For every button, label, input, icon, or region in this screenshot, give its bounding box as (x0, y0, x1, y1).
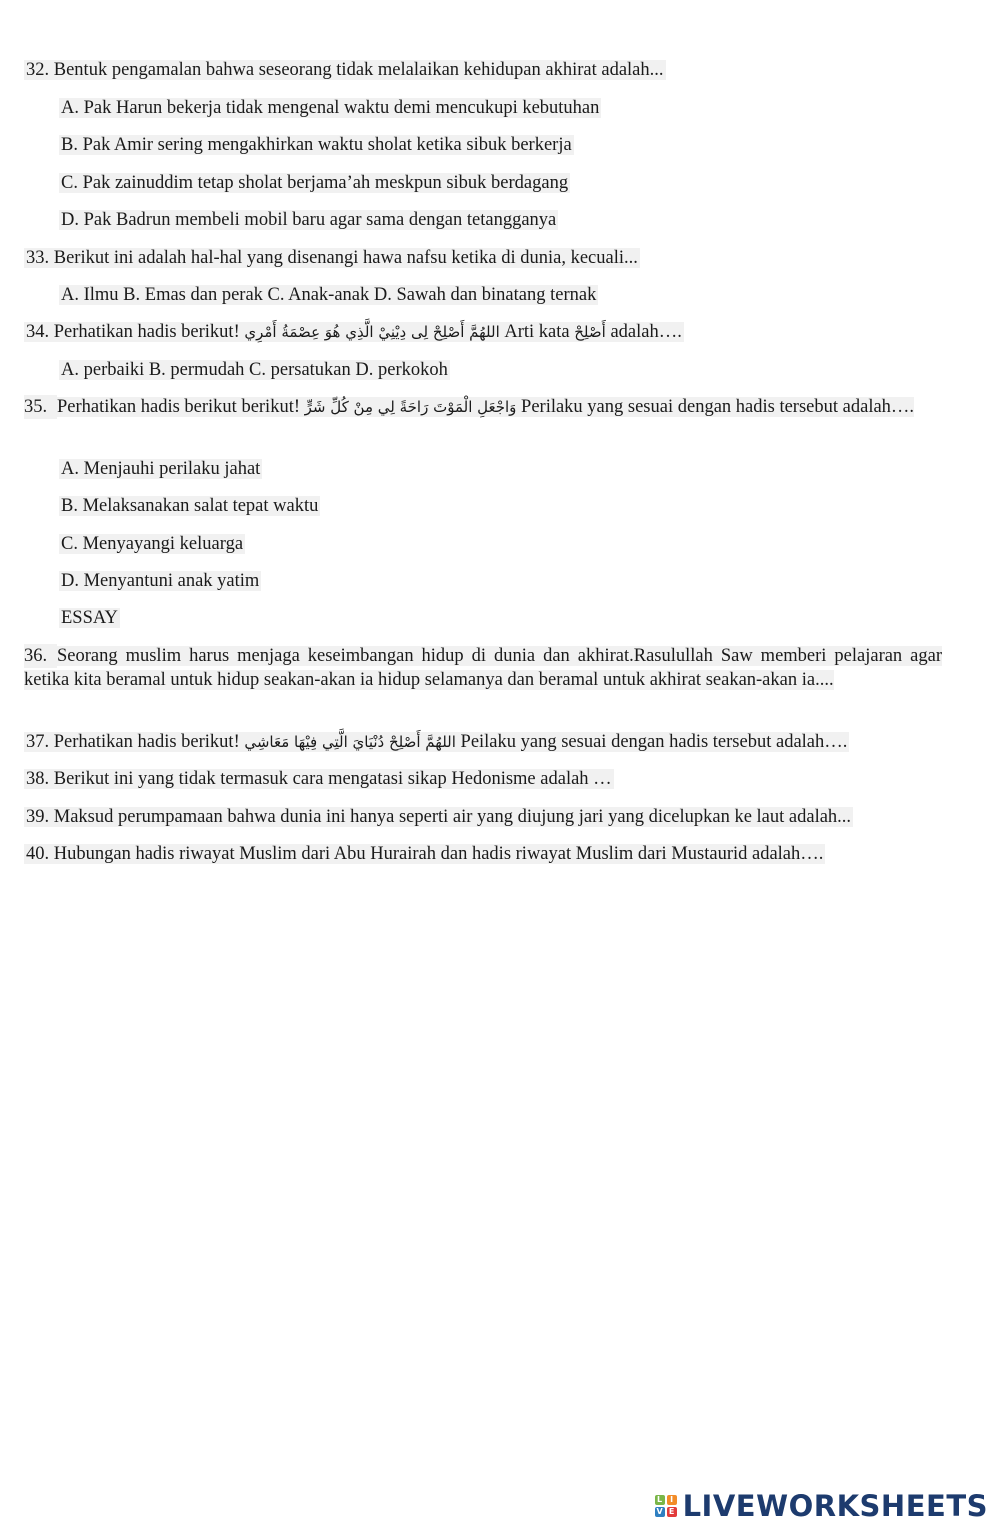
question-35-option-b (59, 494, 320, 518)
option-a-text: A. Pak Harun bekerja tidak mengenal waktu demi mencukupi kebutuhan (61, 98, 600, 118)
question-32-option-d (59, 208, 558, 232)
question-39 (24, 805, 853, 829)
question-35-option-a (59, 457, 262, 481)
question-35-suffix: Perilaku yang sesuai dengan hadis tersebut adalah…. (521, 397, 915, 417)
question-40 (24, 842, 825, 866)
question-number: 35. (24, 395, 57, 419)
option-b-text: B. Melaksanakan salat tepat waktu (61, 496, 319, 516)
question-38 (24, 767, 614, 791)
question-34-prefix: 34. Perhatikan hadis berikut! (26, 322, 240, 342)
arabic-word: أَصْلِحْ (574, 323, 606, 341)
question-33-options (59, 283, 598, 307)
question-number: 36. (24, 644, 57, 668)
question-37-prefix: 37. Perhatikan hadis berikut! (26, 732, 240, 752)
logo-text: LIVEWORKSHEETS (682, 1489, 988, 1523)
question-38-text: 38. Berikut ini yang tidak termasuk cara mengatasi sikap Hedonisme adalah … (26, 769, 612, 789)
logo-letter: E (667, 1507, 677, 1517)
arabic-hadith: اللهُمَّ أَصْلِحْ لِى دِيْنِيْ الَّذِي هُوَ عِصْمَةُ أَمْرِي (244, 323, 500, 341)
question-35 (24, 395, 942, 419)
question-35-prefix: Perhatikan hadis berikut berikut! (57, 397, 301, 417)
logo-letter: I (667, 1495, 677, 1505)
logo-mark-icon (655, 1495, 677, 1517)
question-37-suffix: Peilaku yang sesuai dengan hadis tersebut adalah…. (460, 732, 848, 752)
question-39-text: 39. Maksud perumpamaan bahwa dunia ini hanya seperti air yang diujung jari yang dicelupkan ke laut adalah... (26, 807, 852, 827)
question-40-text: 40. Hubungan hadis riwayat Muslim dari Abu Hurairah dan hadis riwayat Muslim dari Mustaurid adalah…. (26, 844, 824, 864)
arabic-hadith: وَاجْعَلِ الْمَوْتَ رَاحَةً لِي مِنْ كُلِّ شَرٍّ (304, 398, 517, 416)
question-34 (24, 320, 684, 344)
liveworksheets-logo[interactable] (655, 1488, 988, 1524)
option-d-text: D. Menyantuni anak yatim (61, 571, 260, 591)
question-37 (24, 730, 849, 754)
question-32-option-c (59, 171, 570, 195)
question-33-text: 33. Berikut ini adalah hal-hal yang disenangi hawa nafsu ketika di dunia, kecuali... (26, 248, 638, 268)
options-text: A. Ilmu B. Emas dan perak C. Anak-anak D. Sawah dan binatang ternak (61, 285, 597, 305)
question-32-option-b (59, 133, 574, 157)
option-c-text: C. Menyayangi keluarga (61, 534, 244, 554)
logo-letter: L (655, 1495, 665, 1505)
question-34-suffix: adalah…. (610, 322, 682, 342)
question-34-mid: Arti kata (504, 322, 570, 342)
question-36 (24, 644, 942, 692)
option-b-text: B. Pak Amir sering mengakhirkan waktu sholat ketika sibuk berkerja (61, 135, 572, 155)
question-35-option-c (59, 532, 245, 556)
question-36-text: Seorang muslim harus menjaga keseimbangan hidup di dunia dan akhirat.Rasulullah Saw memberi pelajaran agar ketika kita beramal untuk hidup seakan-akan ia hidup selamanya dan beramal untuk akhirat seakan-akan ia.... (24, 646, 942, 690)
question-32 (24, 58, 666, 82)
essay-heading-text: ESSAY (61, 608, 118, 628)
question-33 (24, 246, 640, 270)
option-a-text: A. Menjauhi perilaku jahat (61, 459, 261, 479)
options-text: A. perbaiki B. permudah C. persatukan D. perkokoh (61, 360, 448, 380)
arabic-hadith: اللهُمَّ أَصْلِحْ دُنْيَايَ الَّتِي فِيْهَا مَعَاشِي (244, 733, 456, 751)
question-32-option-a (59, 96, 601, 120)
option-c-text: C. Pak zainuddim tetap sholat berjama’ah meskpun sibuk berdagang (61, 173, 569, 193)
question-32-text: 32. Bentuk pengamalan bahwa seseorang tidak melalaikan kehidupan akhirat adalah... (26, 60, 664, 80)
logo-letter: V (656, 1507, 663, 1516)
question-35-option-d (59, 569, 261, 593)
question-34-options (59, 358, 450, 382)
essay-heading (59, 606, 120, 630)
option-d-text: D. Pak Badrun membeli mobil baru agar sama dengan tetangganya (61, 210, 557, 230)
